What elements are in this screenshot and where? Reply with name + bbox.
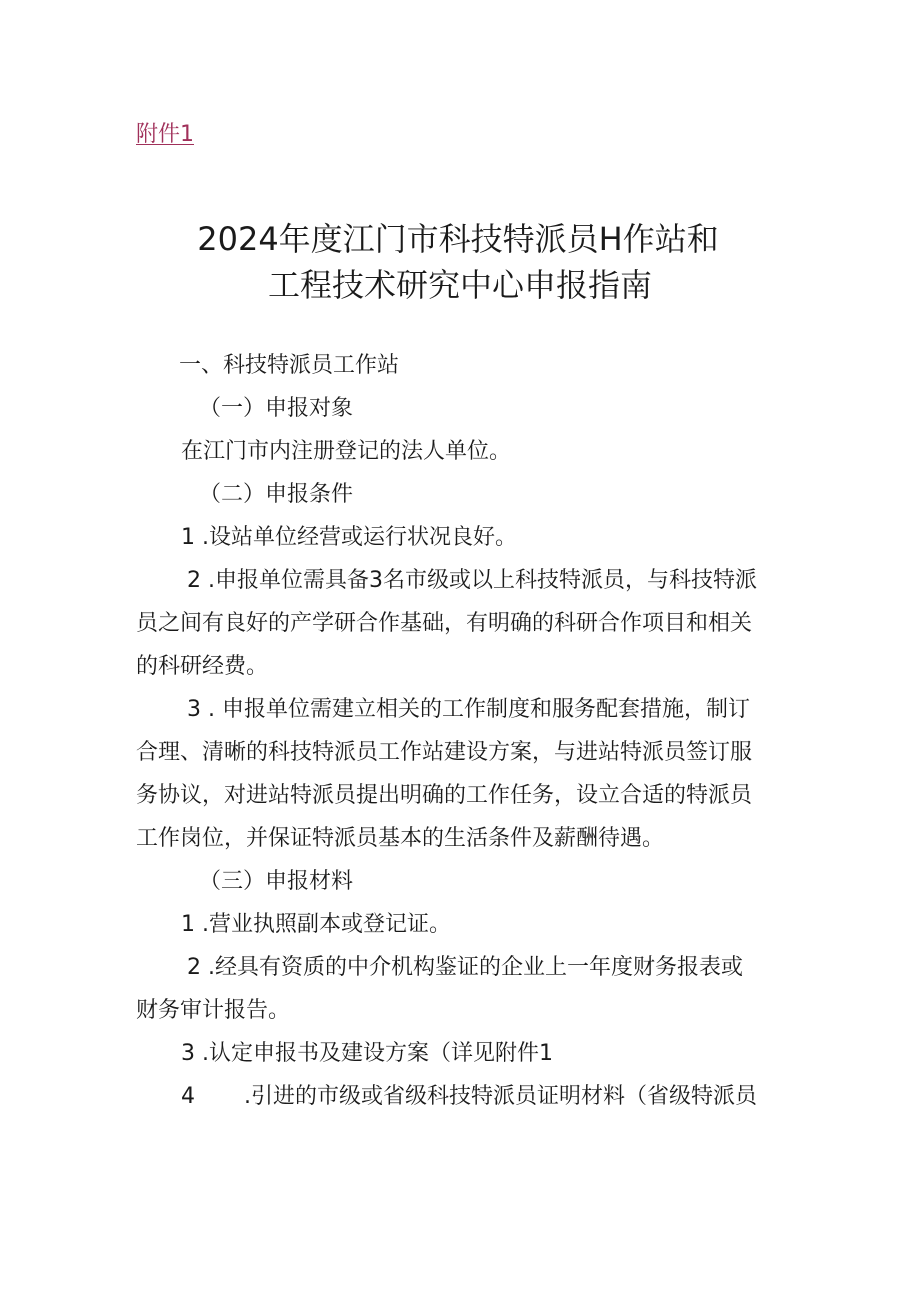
section-1-3-item-3: 3 .认定申报书及建设方案（详见附件1 [181,1041,553,1066]
section-1-2-item-2-line-2: 员之间有良好的产学研合作基础，有明确的科研合作项目和相关 [136,611,753,636]
section-1-2-item-3-line-2: 合理、清晰的科技特派员工作站建设方案，与进站特派员签订服 [136,740,753,765]
section-1-3-item-4-text: .引进的市级或省级科技特派员证明材料（省级特派员 [244,1084,757,1109]
section-1-3-heading: （三）申报材料 [199,869,354,894]
section-1-3-item-1: 1 .营业执照副本或登记证。 [181,912,451,937]
section-1-2-item-2-line-1: 2 .申报单位需具备3名市级或以上科技特派员，与科技特派 [187,568,757,593]
section-1-3-item-2-line-2: 财务审计报告。 [136,998,291,1023]
document-title-line-1: 2024年度江门市科技特派员H作站和 [197,220,719,258]
section-1-2-item-2-line-3: 的科研经费。 [136,654,269,679]
attachment-label: 附件1 [136,122,194,147]
section-1-2-heading: （二）申报条件 [199,482,354,507]
section-1-1-heading: （一）申报对象 [199,396,354,421]
section-1-3-item-4-number: 4 [181,1084,195,1109]
section-1-2-item-1: 1 .设站单位经营或运行状况良好。 [181,525,517,550]
section-1-heading: 一、科技特派员工作站 [179,353,400,378]
document-title-line-2: 工程技术研究中心申报指南 [267,266,652,304]
section-1-2-item-3-line-3: 务协议，对进站特派员提出明确的工作任务，设立合适的特派员 [136,783,753,808]
section-1-2-item-3-line-1: 3 . 申报单位需建立相关的工作制度和服务配套措施，制订 [187,697,750,722]
section-1-1-text: 在江门市内注册登记的法人单位。 [181,439,512,464]
section-1-3-item-2-line-1: 2 .经具有资质的中介机构鉴证的企业上一年度财务报表或 [187,955,743,980]
section-1-2-item-3-line-4: 工作岗位，并保证特派员基本的生活条件及薪酬待遇。 [136,826,665,851]
